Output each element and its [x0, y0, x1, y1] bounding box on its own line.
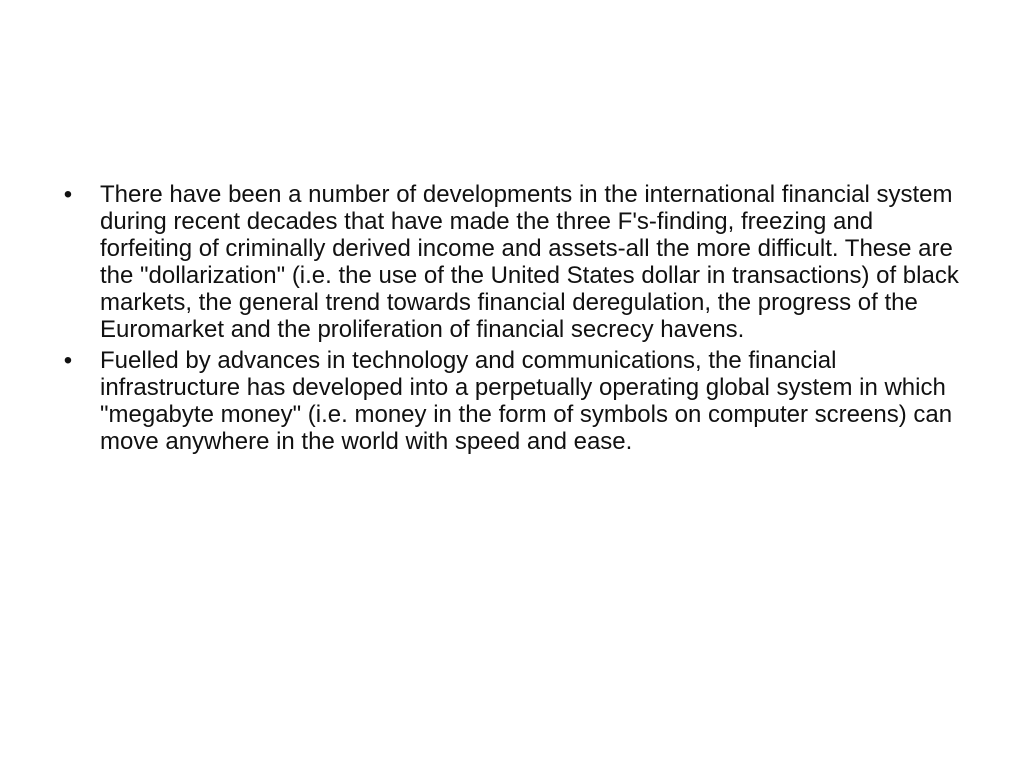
bullet-text: Fuelled by advances in technology and communications, the financial infrastructure has developed into a perpetually operating global system in which "megabyte money" (i.e. money in the form of symbols on computer screens) can move anywhere in the world with speed and ease.: [100, 347, 953, 455]
bullet-icon: •: [63, 181, 73, 208]
list-item: [58, 181, 970, 343]
bullet-text: There have been a number of developments in the international financial system during recent decades that have made the three F's-finding, freezing and forfeiting of criminally derived income and assets-all the more difficult. These are the "dollarization" (i.e. the use of the United States dollar in transactions) of black markets, the general trend towards financial deregulation, the progress of the Euromarket and the proliferation of financial secrecy havens.: [100, 181, 959, 343]
bullet-list: [58, 181, 970, 459]
list-item: [58, 347, 970, 455]
bullet-icon: •: [63, 347, 73, 374]
